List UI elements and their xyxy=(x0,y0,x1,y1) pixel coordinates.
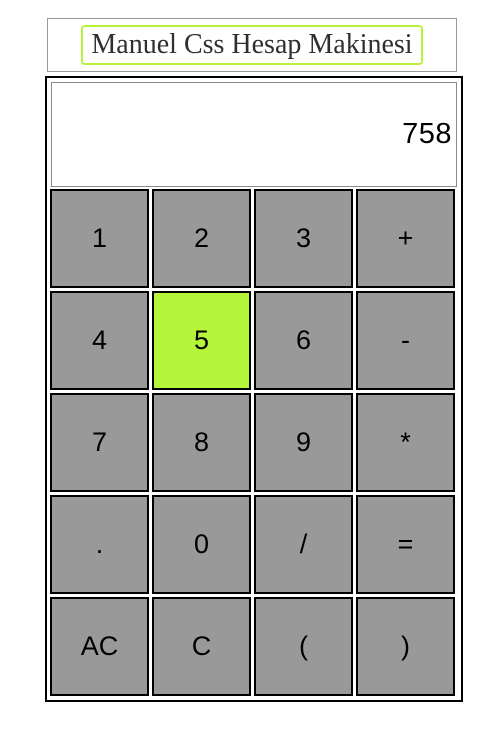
key-1[interactable]: 1 xyxy=(50,189,149,288)
calculator-display xyxy=(51,82,457,187)
key-6[interactable]: 6 xyxy=(254,291,353,390)
key-9[interactable]: 9 xyxy=(254,393,353,492)
key-decimal[interactable]: . xyxy=(50,495,149,594)
key-divide[interactable]: / xyxy=(254,495,353,594)
calculator xyxy=(45,76,463,702)
key-plus[interactable]: + xyxy=(356,189,455,288)
key-multiply[interactable]: * xyxy=(356,393,455,492)
key-all-clear[interactable]: AC xyxy=(50,597,149,696)
title-box xyxy=(47,18,457,72)
page-title: Manuel Css Hesap Makinesi xyxy=(83,27,420,63)
key-8[interactable]: 8 xyxy=(152,393,251,492)
key-clear[interactable]: C xyxy=(152,597,251,696)
key-7[interactable]: 7 xyxy=(50,393,149,492)
display-value: 758 xyxy=(402,118,452,150)
key-0[interactable]: 0 xyxy=(152,495,251,594)
key-equals[interactable]: = xyxy=(356,495,455,594)
keypad xyxy=(50,189,458,696)
key-open-paren[interactable]: ( xyxy=(254,597,353,696)
key-3[interactable]: 3 xyxy=(254,189,353,288)
key-2[interactable]: 2 xyxy=(152,189,251,288)
key-close-paren[interactable]: ) xyxy=(356,597,455,696)
key-5[interactable]: 5 xyxy=(152,291,251,390)
key-minus[interactable]: - xyxy=(356,291,455,390)
key-4[interactable]: 4 xyxy=(50,291,149,390)
